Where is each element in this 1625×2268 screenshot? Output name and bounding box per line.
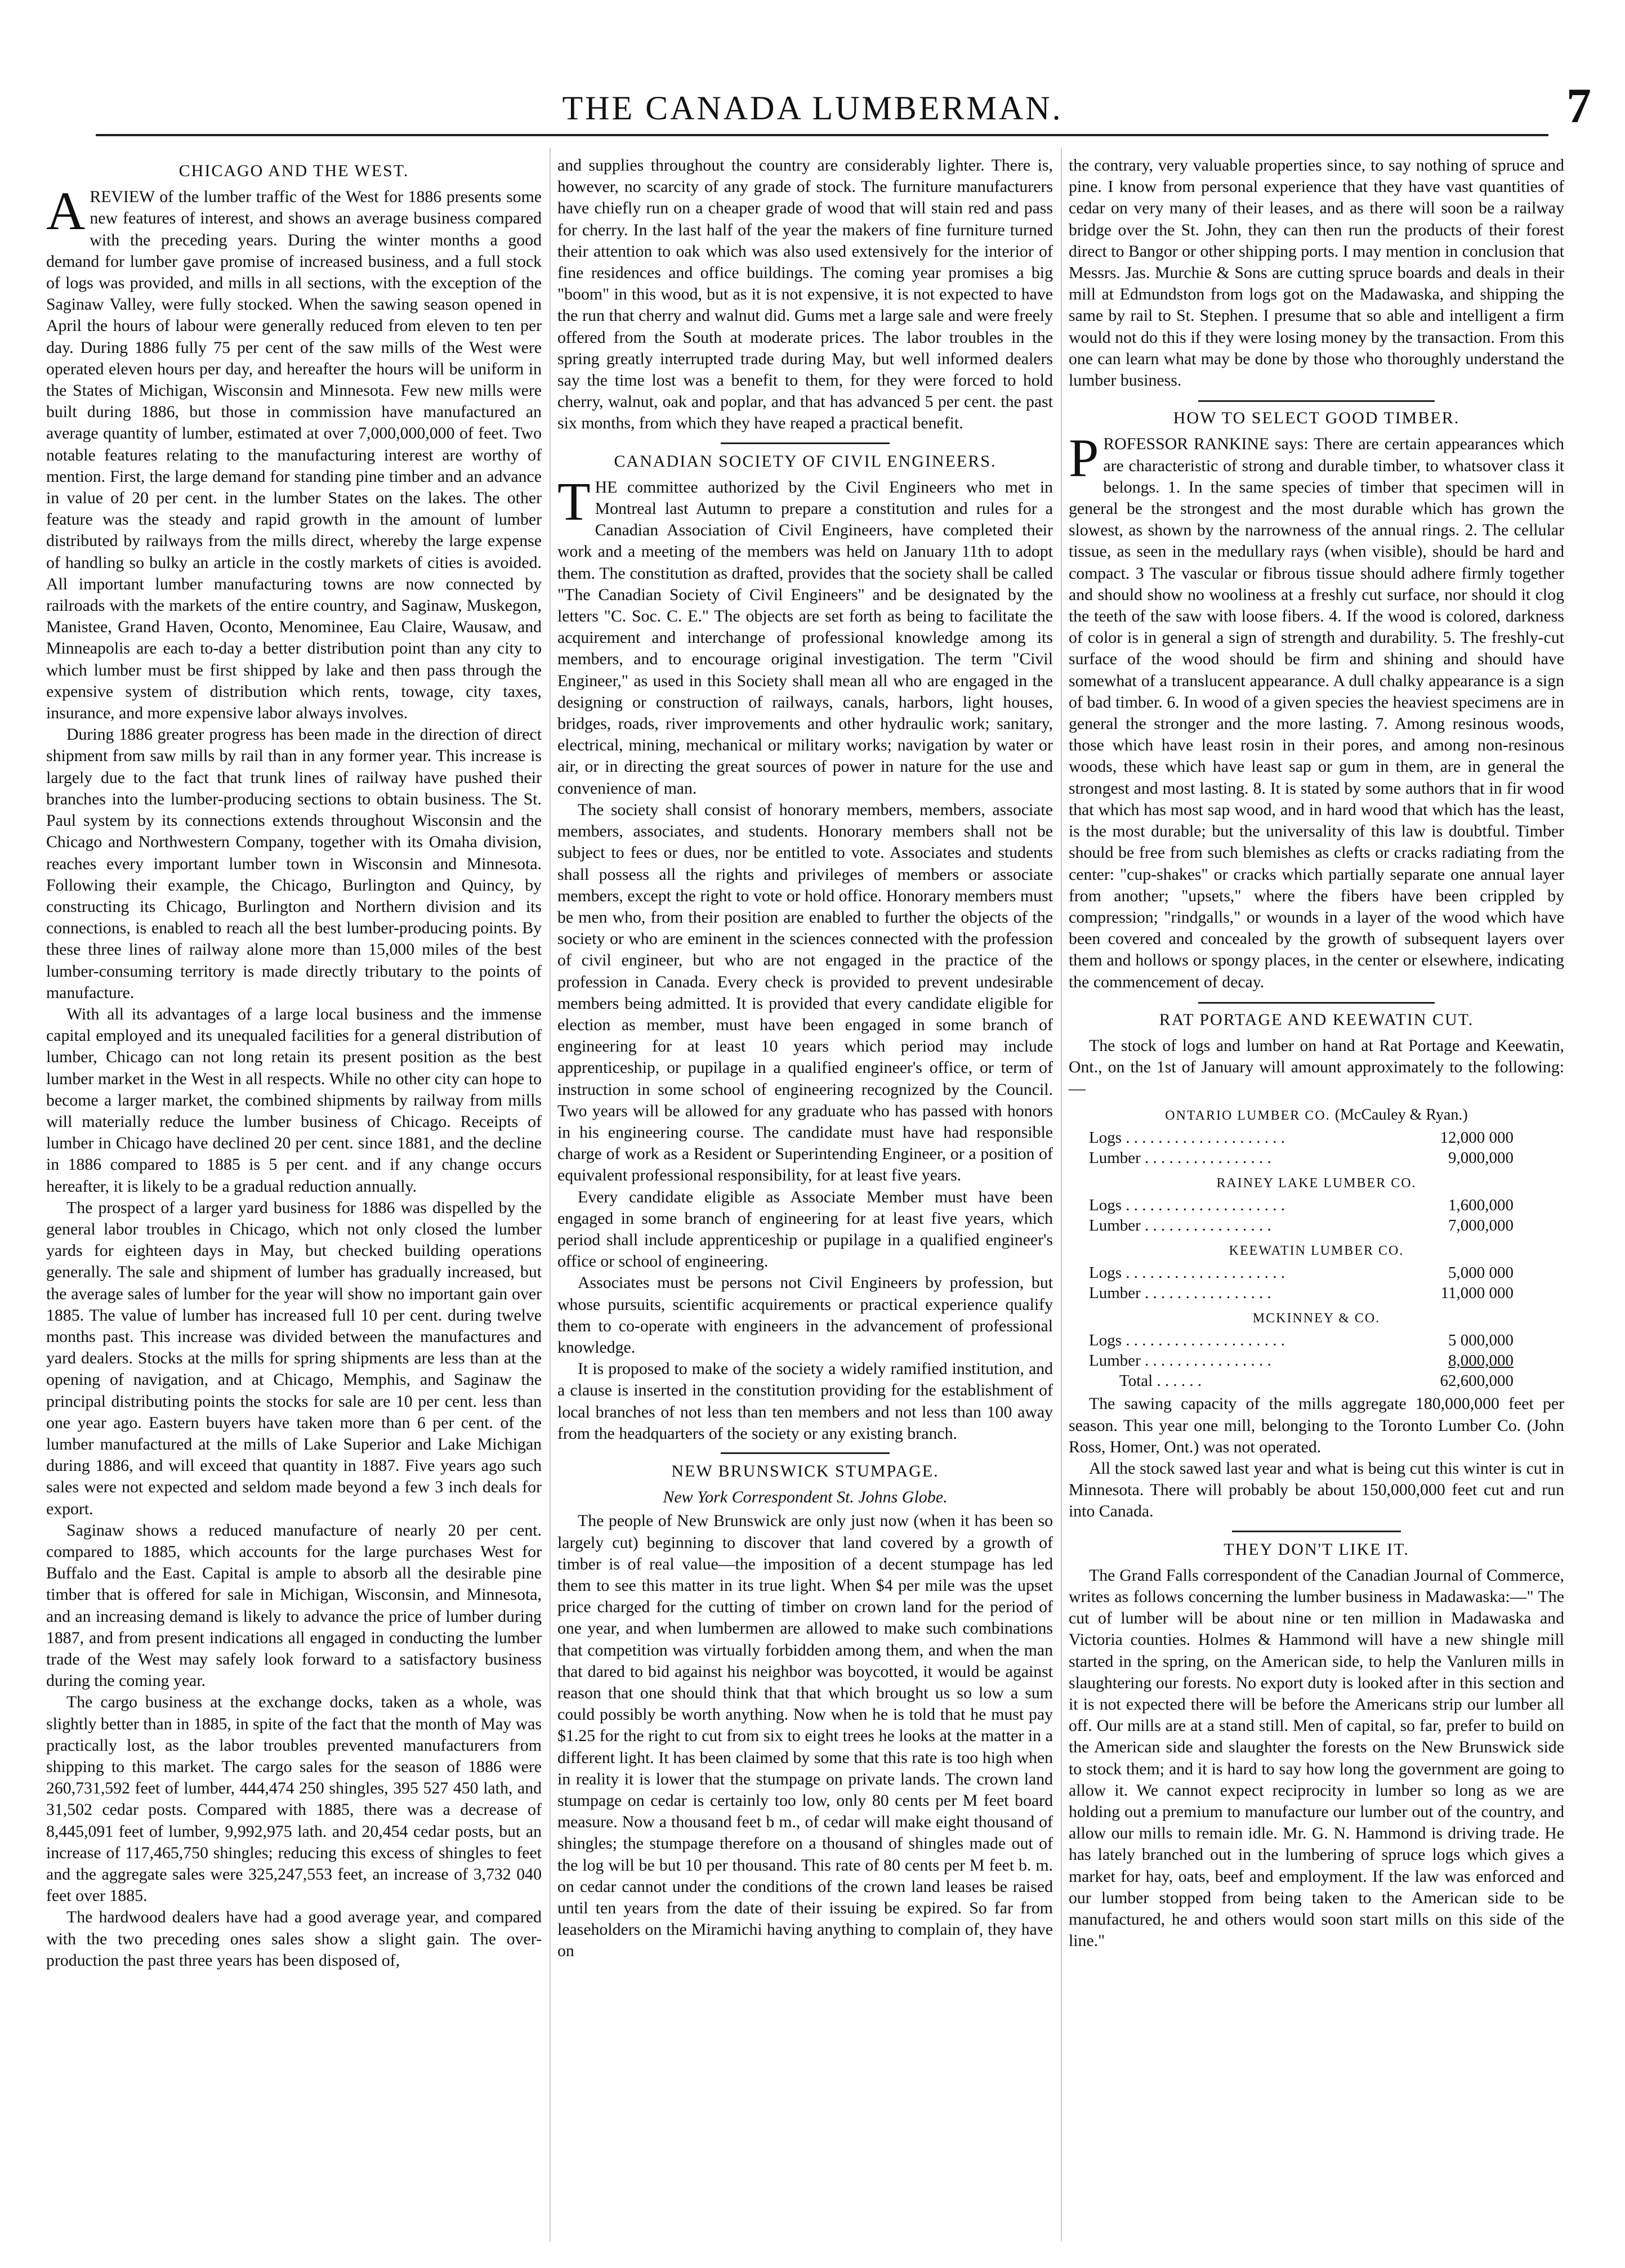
paragraph: The prospect of a larger yard business for 1886 was dispelled by the general labor troubles in Chicago, which not only closed the lumber yards for eighteen days in May, but checked building operations generally. The sale and shipment of lumber has gradually increased, but the average sales of lumber for the year will show no important gain over 1885. The value of lumber has increased full 10 per cent. during twelve months past. This increase was divided between the manufactures and yard dealers. Stocks at the mills for spring shipments are less than at the opening of navigation, and at Chicago, Memphis, and Saginaw the principal distributing points the stocks for sale are 10 per cent. less than one year ago. Eastern buyers have taken more than 6 per cent. of the lumber manufactured at the mills of Lake Superior and Lake Michigan during 1886, and will exceed that quantity in 1887. Five years ago such sales were not expected and seldom made beyond a few 3 inch deals for export. [46, 1198, 542, 1518]
article-heading-chicago: CHICAGO AND THE WEST. [178, 162, 409, 180]
paragraph: The sawing capacity of the mills aggregate 180,000,000 feet per season. This year one mill, belonging to the Toronto Lumber Co. (John Ross, Homer, Ont.) was not operated. [1069, 1394, 1564, 1456]
table-row: Lumber . . . . . . . . . . . . . . . . 11,000 000 [1089, 1284, 1514, 1303]
company-heading: MCKINNEY & CO. [1252, 1311, 1381, 1326]
paragraph: The society shall consist of honorary members, members, associate members, associates, and students. Honorary members shall not be subject to fees or dues, nor be entitled to vote. Associates and students shall possess all the rights and privileges of members or associate members, except the right to vote or hold office. Honorary members must be men who, from their position are enabled to further the objects of the society or who are eminent in the sciences connected with the profession of civil engineer, but who are not engaged in the practice of the profession in Canada. Every check is provided to prevent undesirable members being admitted. It is provided that every candidate eligible for election as member, must have been engaged in some branch of engineering for at least 10 years which period may include apprenticeship, or pupilage in a qualified engineer's office, or term of instruction in some school of engineering recognized by the Council. Two years will be allowed for any graduate who has passed with honors in his engineering course. The candidate must have had responsible charge of work as a Resident or Superintending Engineer, or a position of equivalent professional responsibility, for at least five years. [557, 800, 1053, 1185]
stock-table [1069, 1128, 1564, 1168]
paragraph: The Grand Falls correspondent of the Canadian Journal of Commerce, writes as follows concerning the lumber business in Madawaska:—" The cut of lumber will be about nine or ten million in Madawaska and Victoria counties. Holmes & Hammond will have a new shingle mill started in the spring, on the American side, to help the Vanluren mills in slaughtering our forests. No export duty is looked after in this section and it is not expected there will be before the Americans strip our lumber all off. Our mills are at a stand still. Men of capital, so far, prefer to build on the American side and slaughter the forests on the New Brunswick side to stock them; and it is hard to say how long the government are going to allow it. We cannot expect reciprocity in lumber so long as we are holding out a premium to manufacture our lumber out of the country, and allow our mills to remain idle. Mr. G. N. Hammond is driving trade. He has lately branched out in the lumbering of spruce logs which gives a market for hay, oats, beef and employment. If the law was enforced and our lumber stopped from being taken to the American side to be manufactured, he and others would soon start mills on this side of the line." [1069, 1565, 1564, 1951]
section-separator [1232, 1531, 1401, 1532]
article-heading-timber: HOW TO SELECT GOOD TIMBER. [1173, 409, 1460, 428]
column-divider [550, 147, 551, 2242]
stock-table [1069, 1330, 1564, 1391]
stock-table [1069, 1195, 1564, 1236]
section-separator [1198, 1002, 1435, 1004]
column-2 [557, 155, 1053, 1962]
table-row: Logs . . . . . . . . . . . . . . . . . . . . 5 000,000 [1089, 1331, 1514, 1350]
company-heading: KEEWATIN LUMBER CO. [1229, 1243, 1404, 1258]
drop-cap: A [46, 181, 86, 241]
company-heading: RAINEY LAKE LUMBER CO. [1216, 1175, 1417, 1191]
table-row: Lumber . . . . . . . . . . . . . . . . 8,000,000 [1089, 1352, 1514, 1370]
paragraph: All the stock sawed last year and what is being cut this winter is cut in Minnesota. There will probably be about 150,000,000 feet cut and run into Canada. [1069, 1459, 1564, 1521]
paragraph: The stock of logs and lumber on hand at Rat Portage and Keewatin, Ont., on the 1st of January will amount approximately to the following:— [1069, 1036, 1564, 1098]
paragraph: The cargo business at the exchange docks, taken as a whole, was slightly better than in 1885, in spite of the fact that the month of May was practically lost, as the labor troubles prevented manufacturers from shipping to this market. The cargo sales for the season of 1886 were 260,731,592 feet of lumber, 444,474 250 shingles, 395 527 450 lath, and 31,502 cedar posts. Compared with 1885, there was a decrease of 8,445,091 feet of lumber, 9,992,975 lath. and 20,454 cedar posts, but an increase of 117,465,750 shingles; reducing this excess of shingles to feet and the aggregate sales were 325,247,553 feet, an increase of 3,732 040 feet over 1885. [46, 1693, 542, 1905]
section-separator [721, 1452, 890, 1454]
paragraph: THE committee authorized by the Civil Engineers who met in Montreal last Autumn to prepare a constitution and rules for a Canadian Association of Civil Engineers, have completed their work and a meeting of the members was held on January 11th to adopt them. The constitution as drafted, provides that the society shall be called "The Canadian Society of Civil Engineers" and be designated by the letters "C. Soc. C. E." The objects are set forth as being to facilitate the acquirement and interchange of professional knowledge among its members, and to encourage original investigation. The term "Civil Engineer," as used in this Society shall mean all who are engaged in the designing or construction of railways, canals, harbors, light houses, bridges, roads, river improvements and other hydraulic work; sanitary, electrical, mining, mechanical or military works; navigation by water or air, or in directing the great sources of power in nature for the use and convenience of man. [557, 471, 1053, 798]
paragraph: Saginaw shows a reduced manufacture of nearly 20 per cent. compared to 1885, which accounts for the large purchases West for Buffalo and the East. Capital is ample to absorb all the desirable pine timber that is offered for sale in Michigan, Wisconsin, and Minnesota, and an increasing demand is likely to advance the price of lumber during 1887, and from present indications all engaged in conducting the lumber trade of the West may safely look forward to a satisfactory business during the coming year. [46, 1520, 542, 1690]
table-row: Logs . . . . . . . . . . . . . . . . . . . . 1,600,000 [1089, 1196, 1514, 1214]
table-row: Lumber . . . . . . . . . . . . . . . . 9,000,000 [1089, 1148, 1514, 1167]
paragraph: and supplies throughout the country are considerably lighter. There is, however, no scarcity of any grade of stock. The furniture manufacturers have chiefly run on a cheaper grade of wood that will stain red and pass for cherry. In the last half of the year the makers of fine furniture turned their attention to oak which was also used extensively for the interior of fine residences and office buildings. The coming year promises a big "boom" in this wood, but as it is not expensive, it is not expected to have the run that cherry and walnut did. Gums met a large sale and were freely offered from the South at moderate prices. The labor troubles in the spring greatly interrupted trade during May, but well informed dealers say the time lost was a benefit to them, for they were forced to hold cherry, walnut, oak and poplar, and that has advanced 5 per cent. the past six months, from which they have reaped a practical benefit. [557, 156, 1053, 433]
paragraph: During 1886 greater progress has been made in the direction of direct shipment from saw mills by rail than in any former year. This increase is largely due to the fact that trunk lines of railway have pushed their branches into the lumber-producing sections to obtain business. The St. Paul system by its connections extends throughout Wisconsin and the Chicago and Northwestern Company, together with its Omaha division, reaches every important lumber town in Wisconsin and Minnesota. Following their example, the Chicago, Burlington and Quincy, by constructing its Chicago, Burlington and Northern division and its connections, is enabled to reach all the best lumber-producing points. By these three lines of railway alone more than 15,000 miles of the best lumber-consuming territory is made directly tributary to the points of manufacture. [46, 725, 542, 1002]
article-heading-dont-like: THEY DON'T LIKE IT. [1224, 1540, 1409, 1559]
article-subheading: New York Correspondent St. Johns Globe. [663, 1488, 948, 1507]
paragraph: The hardwood dealers have had a good average year, and compared with the two preceding ones sales show a slight gain. The over-production the past three years has been disposed of, [46, 1908, 542, 1970]
section-separator [1198, 400, 1435, 402]
masthead-rule [96, 134, 1548, 136]
paragraph: Associates must be persons not Civil Engineers by profession, but whose pursuits, scientific acquirements or practical experience qualify them to co-operate with engineers in the advancement of professional knowledge. [557, 1273, 1053, 1357]
paragraph: It is proposed to make of the society a widely ramified institution, and a clause is inserted in the constitution providing for the establishment of local branches of not less than ten members and not less than 100 away from the headquarters of the society or any existing branch. [557, 1359, 1053, 1443]
paragraph: The people of New Brunswick are only just now (when it has been so largely cut) beginning to discover that land covered by a growth of timber is of real value—the imposition of a decent stumpage has led them to see this matter in its true light. When $4 per mile was the upset price charged for the cutting of timber on crown land for the period of one year, and when lumbermen are allowed to make such combinations that competition was virtually forbidden among them, and when the man that dared to bid against his neighbor was boycotted, it would be against reason that one should think that that which brought us so low a sum could possibly be worth anything. Now when he is told that he must pay $1.25 for the right to cut from six to eight trees he looks at the matter in a different light. It has been claimed by some that this rate is too high when in reality it is lower that the stumpage on private lands. The crown land stumpage on cedar is certainly too low, only 80 cents per M feet board measure. Now a thousand feet b m., of cedar will make eight thousand of shingles; the stumpage therefore on a thousand of shingles made out of the log will be but 10 per thousand. This rate of 80 cents per M feet b. m. on cedar cannot under the conditions of the crown land leases be raised until ten years from the date of their issuing be expired. So far from leaseholders on the Miramichi having anything to complain of, they have on [557, 1511, 1053, 1961]
article-heading-stumpage: NEW BRUNSWICK STUMPAGE. [671, 1461, 939, 1480]
table-row: Lumber . . . . . . . . . . . . . . . . 7,000,000 [1089, 1216, 1514, 1234]
drop-cap: T [557, 471, 591, 531]
table-row-total: Total . . . . . . 62,600,000 [1119, 1372, 1514, 1390]
paragraph: A REVIEW of the lumber traffic of the West for 1886 presents some new features of interest, and shows an average business compared with the preceding years. During the winter months a good demand for lumber gave promise of increased business, and a full stock of logs was provided, and mills in all sections, with the exception of the Saginaw Valley, were fully stocked. When the sawing season opened in April the hours of labour were generally reduced from eleven to ten per day. During 1886 fully 75 per cent of the saw mills of the West were operated eleven hours per day, and hereafter the hours will be uniform in the States of Michigan, Wisconsin and Minnesota. Few new mills were built during 1886, but those in commission have manufactured an average quantity of lumber, estimated at over 7,000,000,000 of feet. Two notable features relating to the manufacturing interest are worthy of mention. First, the large demand for standing pine timber and an advance in value of 20 per cent. in the lumber States on the lakes. The other feature was the steady and rapid growth in the amount of lumber distributed by railways from the mills direct, whereby the large expense of handling so bulky an article in the costly markets of cities is avoided. All important lumber manufacturing towns are now connected by railroads with the markets of the entire country, and Saginaw, Muskegon, Manistee, Grand Haven, Oconto, Menominee, Eau Claire, Wausaw, and Minneapolis are each to-day a better distribution point than any city to which lumber must be first shipped by lake and then pass through the expensive system of distribution which rents, towage, city taxes, insurance, and more expensive labor always involves. [46, 181, 542, 723]
drop-cap: P [1069, 428, 1099, 489]
article-heading-society: CANADIAN SOCIETY OF CIVIL ENGINEERS. [614, 451, 997, 471]
section-separator [721, 442, 890, 444]
table-row: Logs . . . . . . . . . . . . . . . . . . . . 12,000 000 [1089, 1128, 1514, 1147]
article-heading-rat-portage: RAT PORTAGE AND KEEWATIN CUT. [1159, 1010, 1474, 1029]
page-number: 7 [1566, 79, 1591, 133]
newspaper-title: THE CANADA LUMBERMAN. [562, 90, 1063, 127]
column-3 [1069, 155, 1564, 1952]
column-1 [46, 155, 542, 1971]
column-divider [1061, 147, 1062, 2242]
paragraph: PROFESSOR RANKINE says: There are certain appearances which are characteristic of strong and durable timber, to whatsover class it belongs. 1. In the same species of timber that specimen will in general be the strongest and the most durable which has grown the slowest, as shown by the narrowness of the annual rings. 2. The cellular tissue, as seen in the medullary rays (when visible), should be hard and compact. 3 The vascular or fibrous tissue should adhere firmly together and should show no wooliness at a freshly cut surface, nor should it clog the teeth of the saw with loose fibers. 4. If the wood is colored, darkness of color is in general a sign of strength and durability. 5. The freshly-cut surface of the wood should be firm and shining and should have somewhat of a translucent appearance. A dull chalky appearance is a sign of bad timber. 6. In wood of a given species the heaviest specimens are in general the stronger and the more lasting. 7. Among resinous woods, those which have least rosin in their pores, and among non-resinous woods, these which have least sap or gum in them, are in general the strongest and most lasting. 8. It is stated by some authors that in fir wood that which has most sap wood, and in hard wood that which has the least, is the most durable; but the universality of this law is doubtful. Timber should be free from such blemishes as clefts or cracks radiating from the center: "cup-shakes" or cracks which partially separate one annual layer from another; "upsets," where the fibers have been crippled by compression; "rindgalls," or wounds in a layer of the wood which have been covered and concealed by the growth of subsequent layers over them and hollows or spongy places, in the center or elsewhere, indicating the commencement of decay. [1069, 428, 1564, 991]
stock-table [1069, 1263, 1564, 1303]
masthead [0, 78, 1625, 133]
paragraph: With all its advantages of a large local business and the immense capital employed and its unequaled facilities for a general distribution of lumber, Chicago can not long retain its present position as the best lumber market in the West in all respects. While no other city can hope to become a larger market, the combined shipments by railway from mills will materially reduce the lumber business of Chicago. Receipts of lumber in Chicago have declined 20 per cent. since 1881, and the decline in 1886 compared to 1885 is 5 per cent. and if any change occurs hereafter, it is likely to be a gradual reduction annually. [46, 1004, 542, 1196]
paragraph: Every candidate eligible as Associate Member must have been engaged in some branch of engineering for at least five years, which period shall include apprenticeship or pupilage in a qualified engineer's office or school of engineering. [557, 1187, 1053, 1271]
table-row: Logs . . . . . . . . . . . . . . . . . . . . 5,000 000 [1089, 1264, 1514, 1282]
company-heading: ONTARIO LUMBER CO. (McCauley & Ryan.) [1165, 1106, 1468, 1124]
paragraph: the contrary, very valuable properties since, to say nothing of spruce and pine. I know from personal experience that they have vast quantities of cedar on very many of their leases, and as there will soon be a railway bridge over the St. John, they can then run the products of their forest direct to Bangor or other shipping ports. I may mention in conclusion that Messrs. Jas. Murchie & Sons are cutting spruce boards and deals in their mill at Edmundston from logs got on the Madawaska, and shipping the same by rail to St. Stephen. I presume that so able and intelligent a firm would not do this if they were losing money by the transaction. From this one can learn what may be done by those who thoroughly understand the lumber business. [1069, 156, 1564, 390]
